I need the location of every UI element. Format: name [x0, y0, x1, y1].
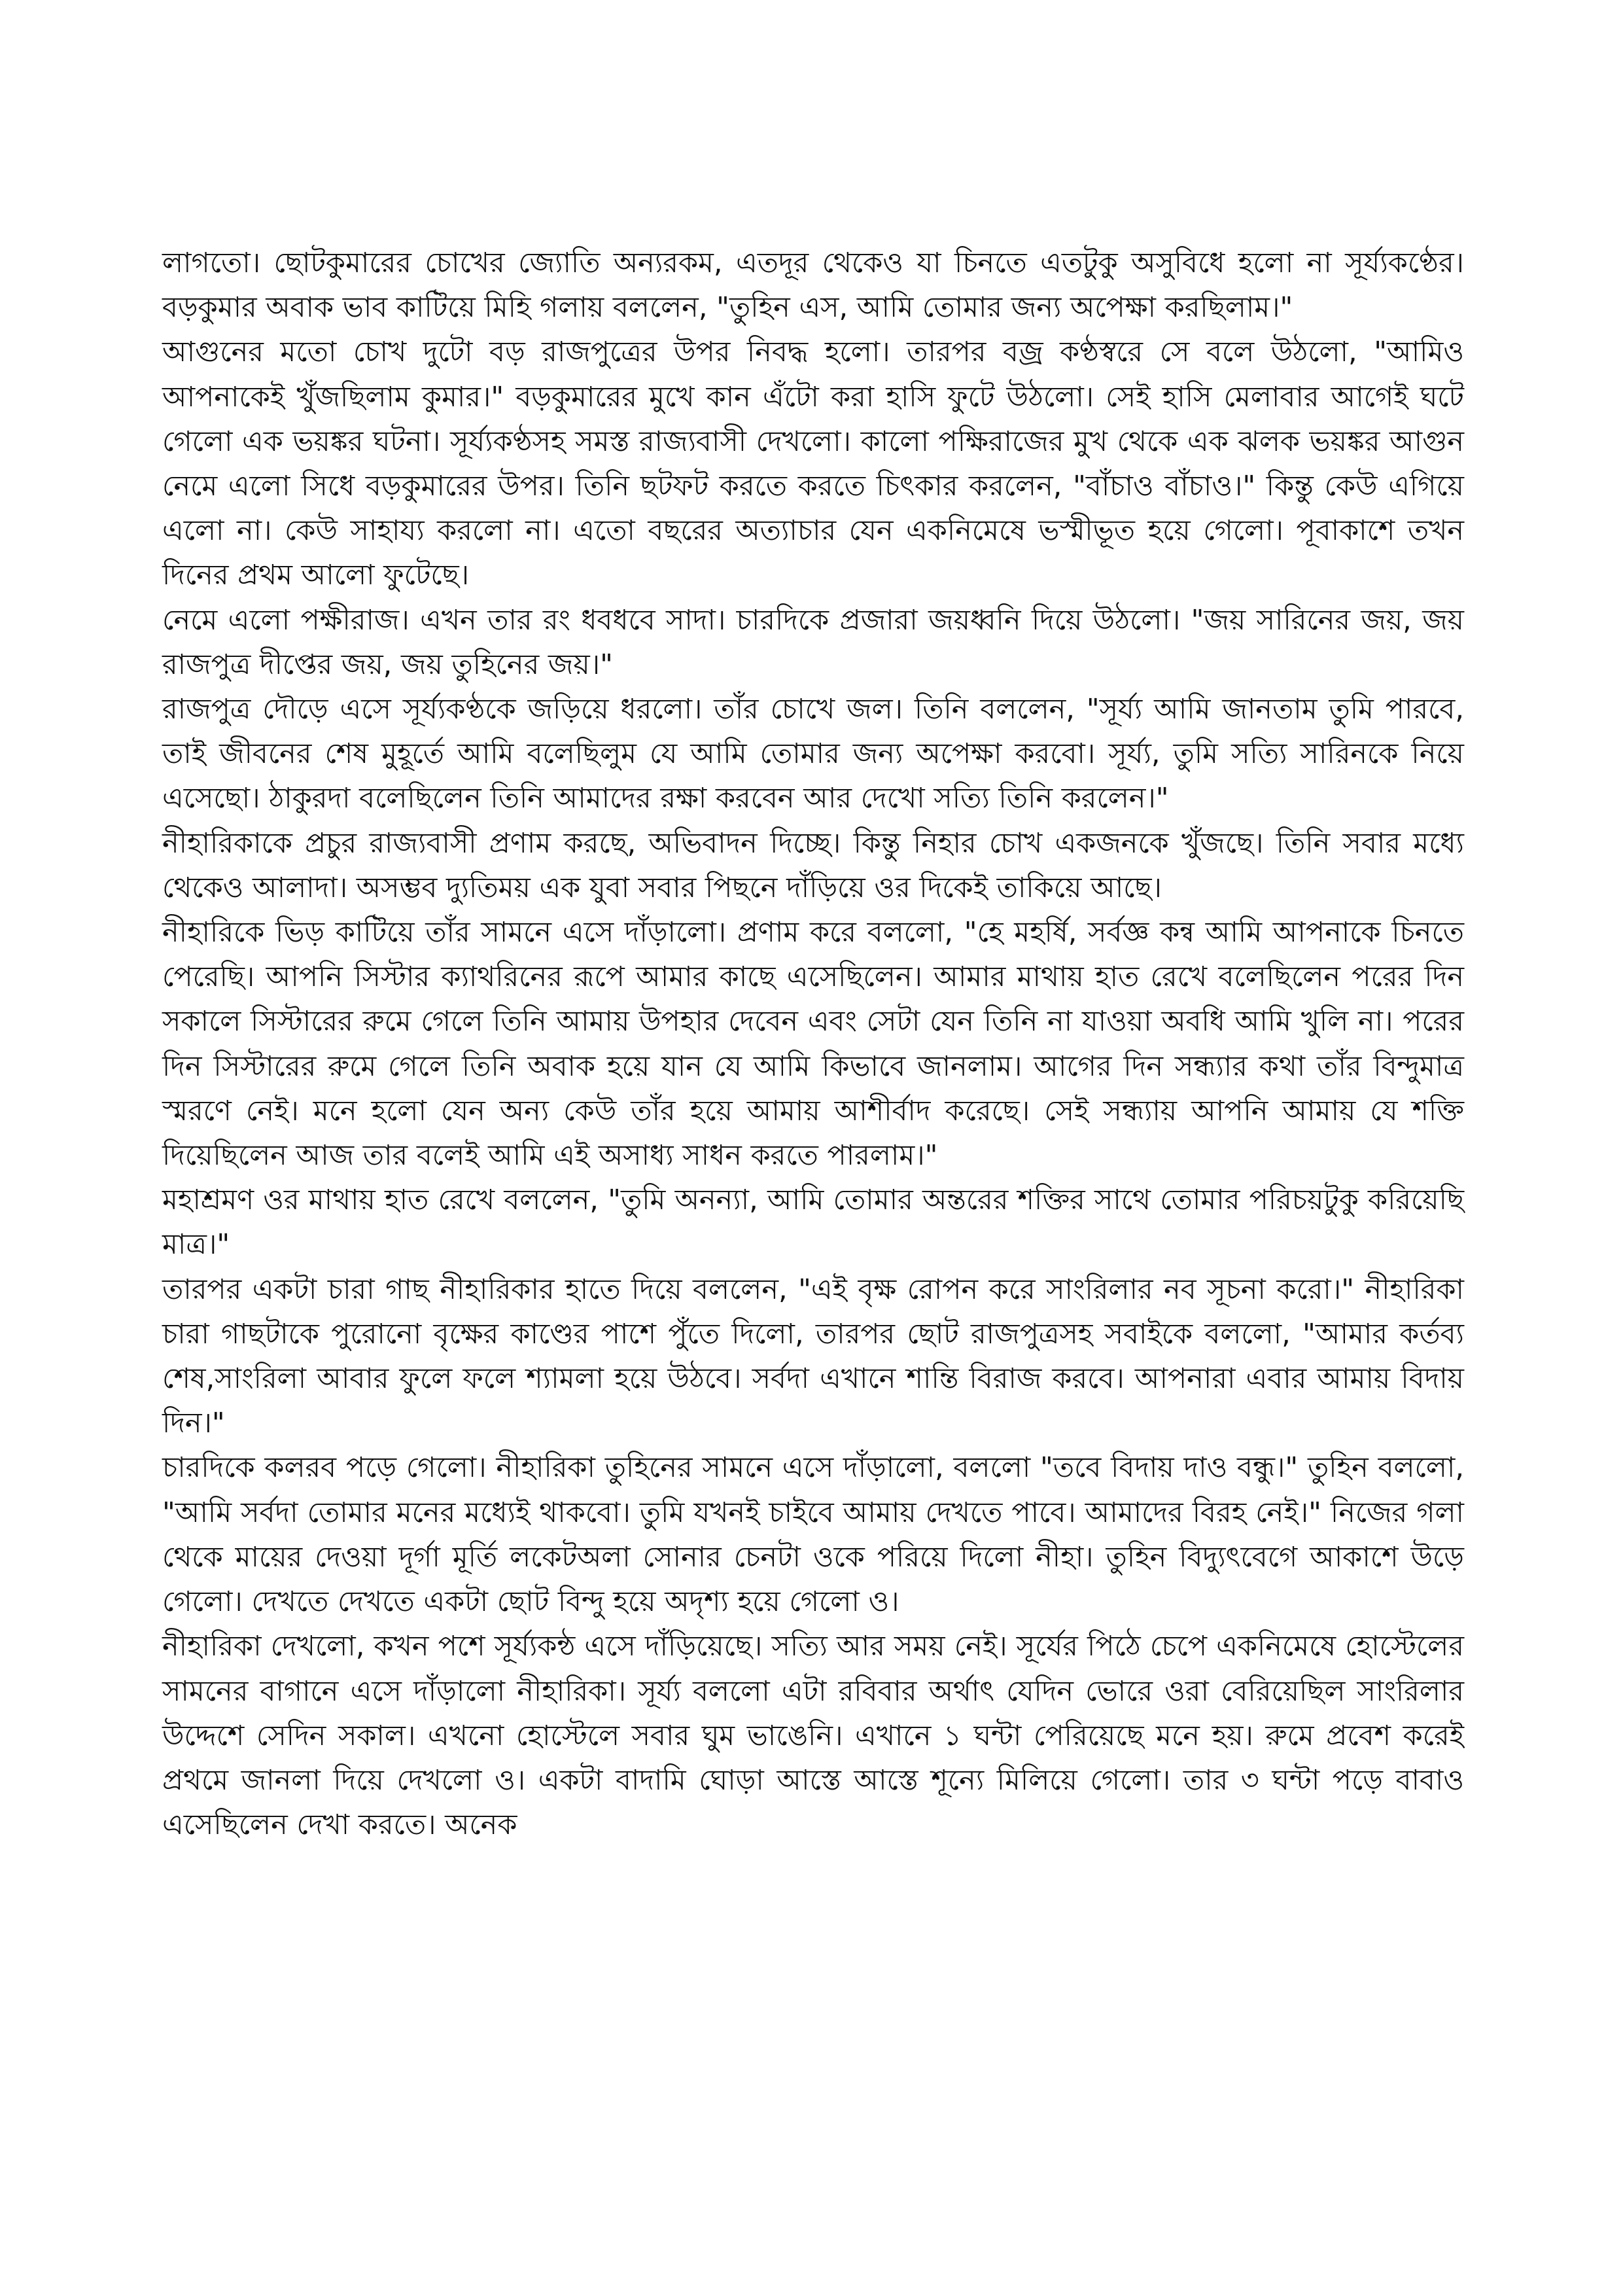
- paragraph: নীহারিকা দেখলো, কখন পশে সূর্য্যকন্ঠ এসে দাঁড়িয়েছে। সত্যি আর সময় নেই। সূর্যের পিঠে চেপে একনিমেষে হোস্টেলের সামনের বাগানে এসে দাঁড়ালো নীহারিকা। সূর্য্য বললো এটা রবিবার অর্থাৎ যেদিন ভোরে ওরা বেরিয়েছিল সাংরিলার উদ্দেশে সেদিন সকাল। এখনো হোস্টেলে সবার ঘুম ভাঙেনি। এখানে ১ ঘন্টা পেরিয়েছে মনে হয়। রুমে প্রবেশ করেই প্রথমে জানলা দিয়ে দেখলো ও। একটা বাদামি ঘোড়া আস্তে আস্তে শূন্যে মিলিয়ে গেলো। তার ৩ ঘন্টা পড়ে বাবাও এসেছিলেন দেখা করতে। অনেক: [162, 1630, 1464, 1842]
- paragraph: লাগতো। ছোটকুমারের চোখের জ্যোতি অন্যরকম, এতদূর থেকেও যা চিনতে এতটুকু অসুবিধে হলো না সূর্য্যকণ্ঠের।বড়কুমার অবাক ভাব কাটিয়ে মিহি গলায় বললেন, "তুহিন এস, আমি তোমার জন্য অপেক্ষা করছিলাম।": [162, 247, 1464, 325]
- paragraph: নেমে এলো পক্ষীরাজ। এখন তার রং ধবধবে সাদা। চারদিকে প্রজারা জয়ধ্বনি দিয়ে উঠলো। "জয় সারিনের জয়, জয় রাজপুত্র দীপ্তের জয়, জয় তুহিনের জয়।": [162, 603, 1464, 681]
- paragraph: আগুনের মতো চোখ দুটো বড় রাজপুত্রের উপর নিবদ্ধ হলো। তারপর বজ্র কণ্ঠস্বরে সে বলে উঠলো, "আমিও আপনাকেই খুঁজছিলাম কুমার।" বড়কুমারের মুখে কান এঁটো করা হাসি ফুটে উঠলো। সেই হাসি মেলাবার আগেই ঘটে গেলো এক ভয়ঙ্কর ঘটনা। সূর্য্যকণ্ঠসহ সমস্ত রাজ্যবাসী দেখলো। কালো পক্ষিরাজের মুখ থেকে এক ঝলক ভয়ঙ্কর আগুন নেমে এলো সিধে বড়কুমারের উপর। তিনি ছটফট করতে করতে চিৎকার করলেন, "বাঁচাও বাঁচাও।" কিন্তু কেউ এগিয়ে এলো না। কেউ সাহায্য করলো না। এতো বছরের অত্যাচার যেন একনিমেষে ভস্মীভূত হয়ে গেলো। পূবাকাশে তখন দিনের প্রথম আলো ফুটেছে।: [162, 336, 1464, 592]
- paragraph: নীহারিকে ভিড় কাটিয়ে তাঁর সামনে এসে দাঁড়ালো। প্রণাম করে বললো, "হে মহর্ষি, সর্বজ্ঞ কন্ব আমি আপনাকে চিনতে পেরেছি। আপনি সিস্টার ক্যাথরিনের রূপে আমার কাছে এসেছিলেন। আমার মাথায় হাত রেখে বলেছিলেন পরের দিন সকালে সিস্টারের রুমে গেলে তিনি আমায় উপহার দেবেন এবং সেটা যেন তিনি না যাওয়া অবধি আমি খুলি না। পরের দিন সিস্টারের রুমে গেলে তিনি অবাক হয়ে যান যে আমি কিভাবে জানলাম। আগের দিন সন্ধ্যার কথা তাঁর বিন্দুমাত্র স্মরণে নেই। মনে হলো যেন অন্য কেউ তাঁর হয়ে আমায় আশীর্বাদ করেছে। সেই সন্ধ্যায় আপনি আমায় যে শক্তি দিয়েছিলেন আজ তার বলেই আমি এই অসাধ্য সাধন করতে পারলাম।": [162, 916, 1464, 1173]
- paragraph: চারদিকে কলরব পড়ে গেলো। নীহারিকা তুহিনের সামনে এসে দাঁড়ালো, বললো "তবে বিদায় দাও বন্ধু।" তুহিন বললো, "আমি সর্বদা তোমার মনের মধ্যেই থাকবো। তুমি যখনই চাইবে আমায় দেখতে পাবে। আমাদের বিরহ নেই।" নিজের গলা থেকে মায়ের দেওয়া দূর্গা মূর্তি লকেটঅলা সোনার চেনটা ওকে পরিয়ে দিলো নীহা। তুহিন বিদ্যুৎবেগে আকাশে উড়ে গেলো। দেখতে দেখতে একটা ছোট বিন্দু হয়ে অদৃশ্য হয়ে গেলো ও।: [162, 1451, 1464, 1619]
- paragraph: তারপর একটা চারা গাছ নীহারিকার হাতে দিয়ে বললেন, "এই বৃক্ষ রোপন করে সাংরিলার নব সূচনা করো।" নীহারিকা চারা গাছটাকে পুরোনো বৃক্ষের কাণ্ডের পাশে পুঁতে দিলো, তারপর ছোট রাজপুত্রসহ সবাইকে বললো, "আমার কর্তব্য শেষ,সাংরিলা আবার ফুলে ফলে শ্যামলা হয়ে উঠবে। সর্বদা এখানে শান্তি বিরাজ করবে। আপনারা এবার আমায় বিদায় দিন।": [162, 1273, 1464, 1440]
- body-text: [162, 241, 1464, 1847]
- paragraph: নীহারিকাকে প্রচুর রাজ্যবাসী প্রণাম করছে, অভিবাদন দিচ্ছে। কিন্তু নিহার চোখ একজনকে খুঁজছে। তিনি সবার মধ্যে থেকেও আলাদা। অসম্ভব দ্যুতিময় এক যুবা সবার পিছনে দাঁড়িয়ে ওর দিকেই তাকিয়ে আছে।: [162, 826, 1464, 904]
- paragraph: মহাশ্রমণ ওর মাথায় হাত রেখে বললেন, "তুমি অনন্যা, আমি তোমার অন্তরের শক্তির সাথে তোমার পরিচয়টুকু করিয়েছি মাত্র।": [162, 1184, 1464, 1262]
- paragraph: রাজপুত্র দৌড়ে এসে সূর্য্যকণ্ঠকে জড়িয়ে ধরলো। তাঁর চোখে জল। তিনি বললেন, "সূর্য্য আমি জানতাম তুমি পারবে, তাই জীবনের শেষ মুহূর্তে আমি বলেছিলুম যে আমি তোমার জন্য অপেক্ষা করবো। সূর্য্য, তুমি সত্যি সারিনকে নিয়ে এসেছো। ঠাকুরদা বলেছিলেন তিনি আমাদের রক্ষা করবেন আর দেখো সত্যি তিনি করলেন।": [162, 693, 1464, 815]
